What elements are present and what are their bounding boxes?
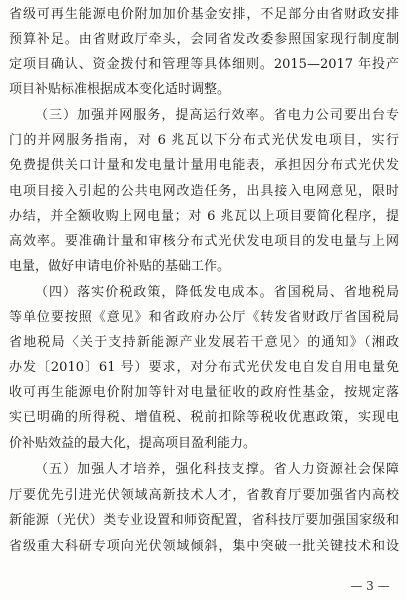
section-heading-line: （四）落实价税政策，降低发电成本。省国税局、省地税局 bbox=[35, 285, 399, 300]
text-line: 等单位要按照《意见》和省政府办公厅《转发省财政厅省国税局 bbox=[9, 310, 399, 325]
text-line: 省地税局〈关于支持新能源产业发展若干意见〉的通知》（湘政 bbox=[9, 335, 399, 350]
text-line: 办结，并全额收购上网电量；对 6 兆瓦以上项目要简化程序，提 bbox=[9, 209, 399, 224]
text-line: 门的并网服务指南，对 6 兆瓦以下分布式光伏发电项目，实行 bbox=[9, 133, 399, 148]
page-number: — 3 — bbox=[350, 579, 390, 593]
text-line: 定项目确认、资金拨付和管理等具体细则。2015—2017 年投产 bbox=[9, 57, 399, 72]
text-line: 办发〔2010〕61 号）要求，对分布式光伏发电自发自用电量免 bbox=[9, 360, 399, 375]
text-line: 电量，做好申请电价补贴的基础工作。 bbox=[9, 259, 231, 274]
text-line: 新能源（光伏）类专业设置和师资配置，省科技厅要加强国家级和 bbox=[9, 513, 399, 528]
text-line: 厅要优先引进光伏领域高新技术人才，省教育厅要加强省内高校 bbox=[9, 488, 399, 503]
text-line: 省级可再生能源电价附加加价基金安排，不足部分由省财政安排 bbox=[9, 7, 399, 22]
text-line: 高效率。要准确计量和审核分布式光伏发电项目的发电量与上网 bbox=[9, 234, 399, 249]
text-line: 预算补足。由省财政厅牵头，会同省发改委参照国家现行制度制 bbox=[9, 32, 399, 47]
text-line: 项目补贴标准根据成本变化适时调整。 bbox=[9, 82, 231, 97]
text-line: 实已明确的所得税、增值税、税前扣除等税收优惠政策，实现电 bbox=[9, 410, 399, 425]
text-line: 免费提供关口计量和发电量计量用电能表，承担因分布式光伏发 bbox=[9, 158, 399, 173]
text-line: 价补贴效益的最大化，提高项目盈利能力。 bbox=[9, 436, 257, 451]
section-heading-line: （五）加强人才培养，强化科技支撑。省人力资源社会保障 bbox=[35, 462, 399, 477]
section-heading-line: （三）加强并网服务，提高运行效率。省电力公司要出台专 bbox=[35, 108, 399, 123]
text-line: 省级重大科研专项向光伏领域倾斜，集中突破一批关键技术和设 bbox=[9, 539, 399, 554]
text-line: 电项目接入引起的公共电网改造任务，出具接入电网意见，限时 bbox=[9, 184, 399, 199]
text-line: 收可再生能源电价附加等针对电量征收的政府性基金，按规定落 bbox=[9, 385, 399, 400]
